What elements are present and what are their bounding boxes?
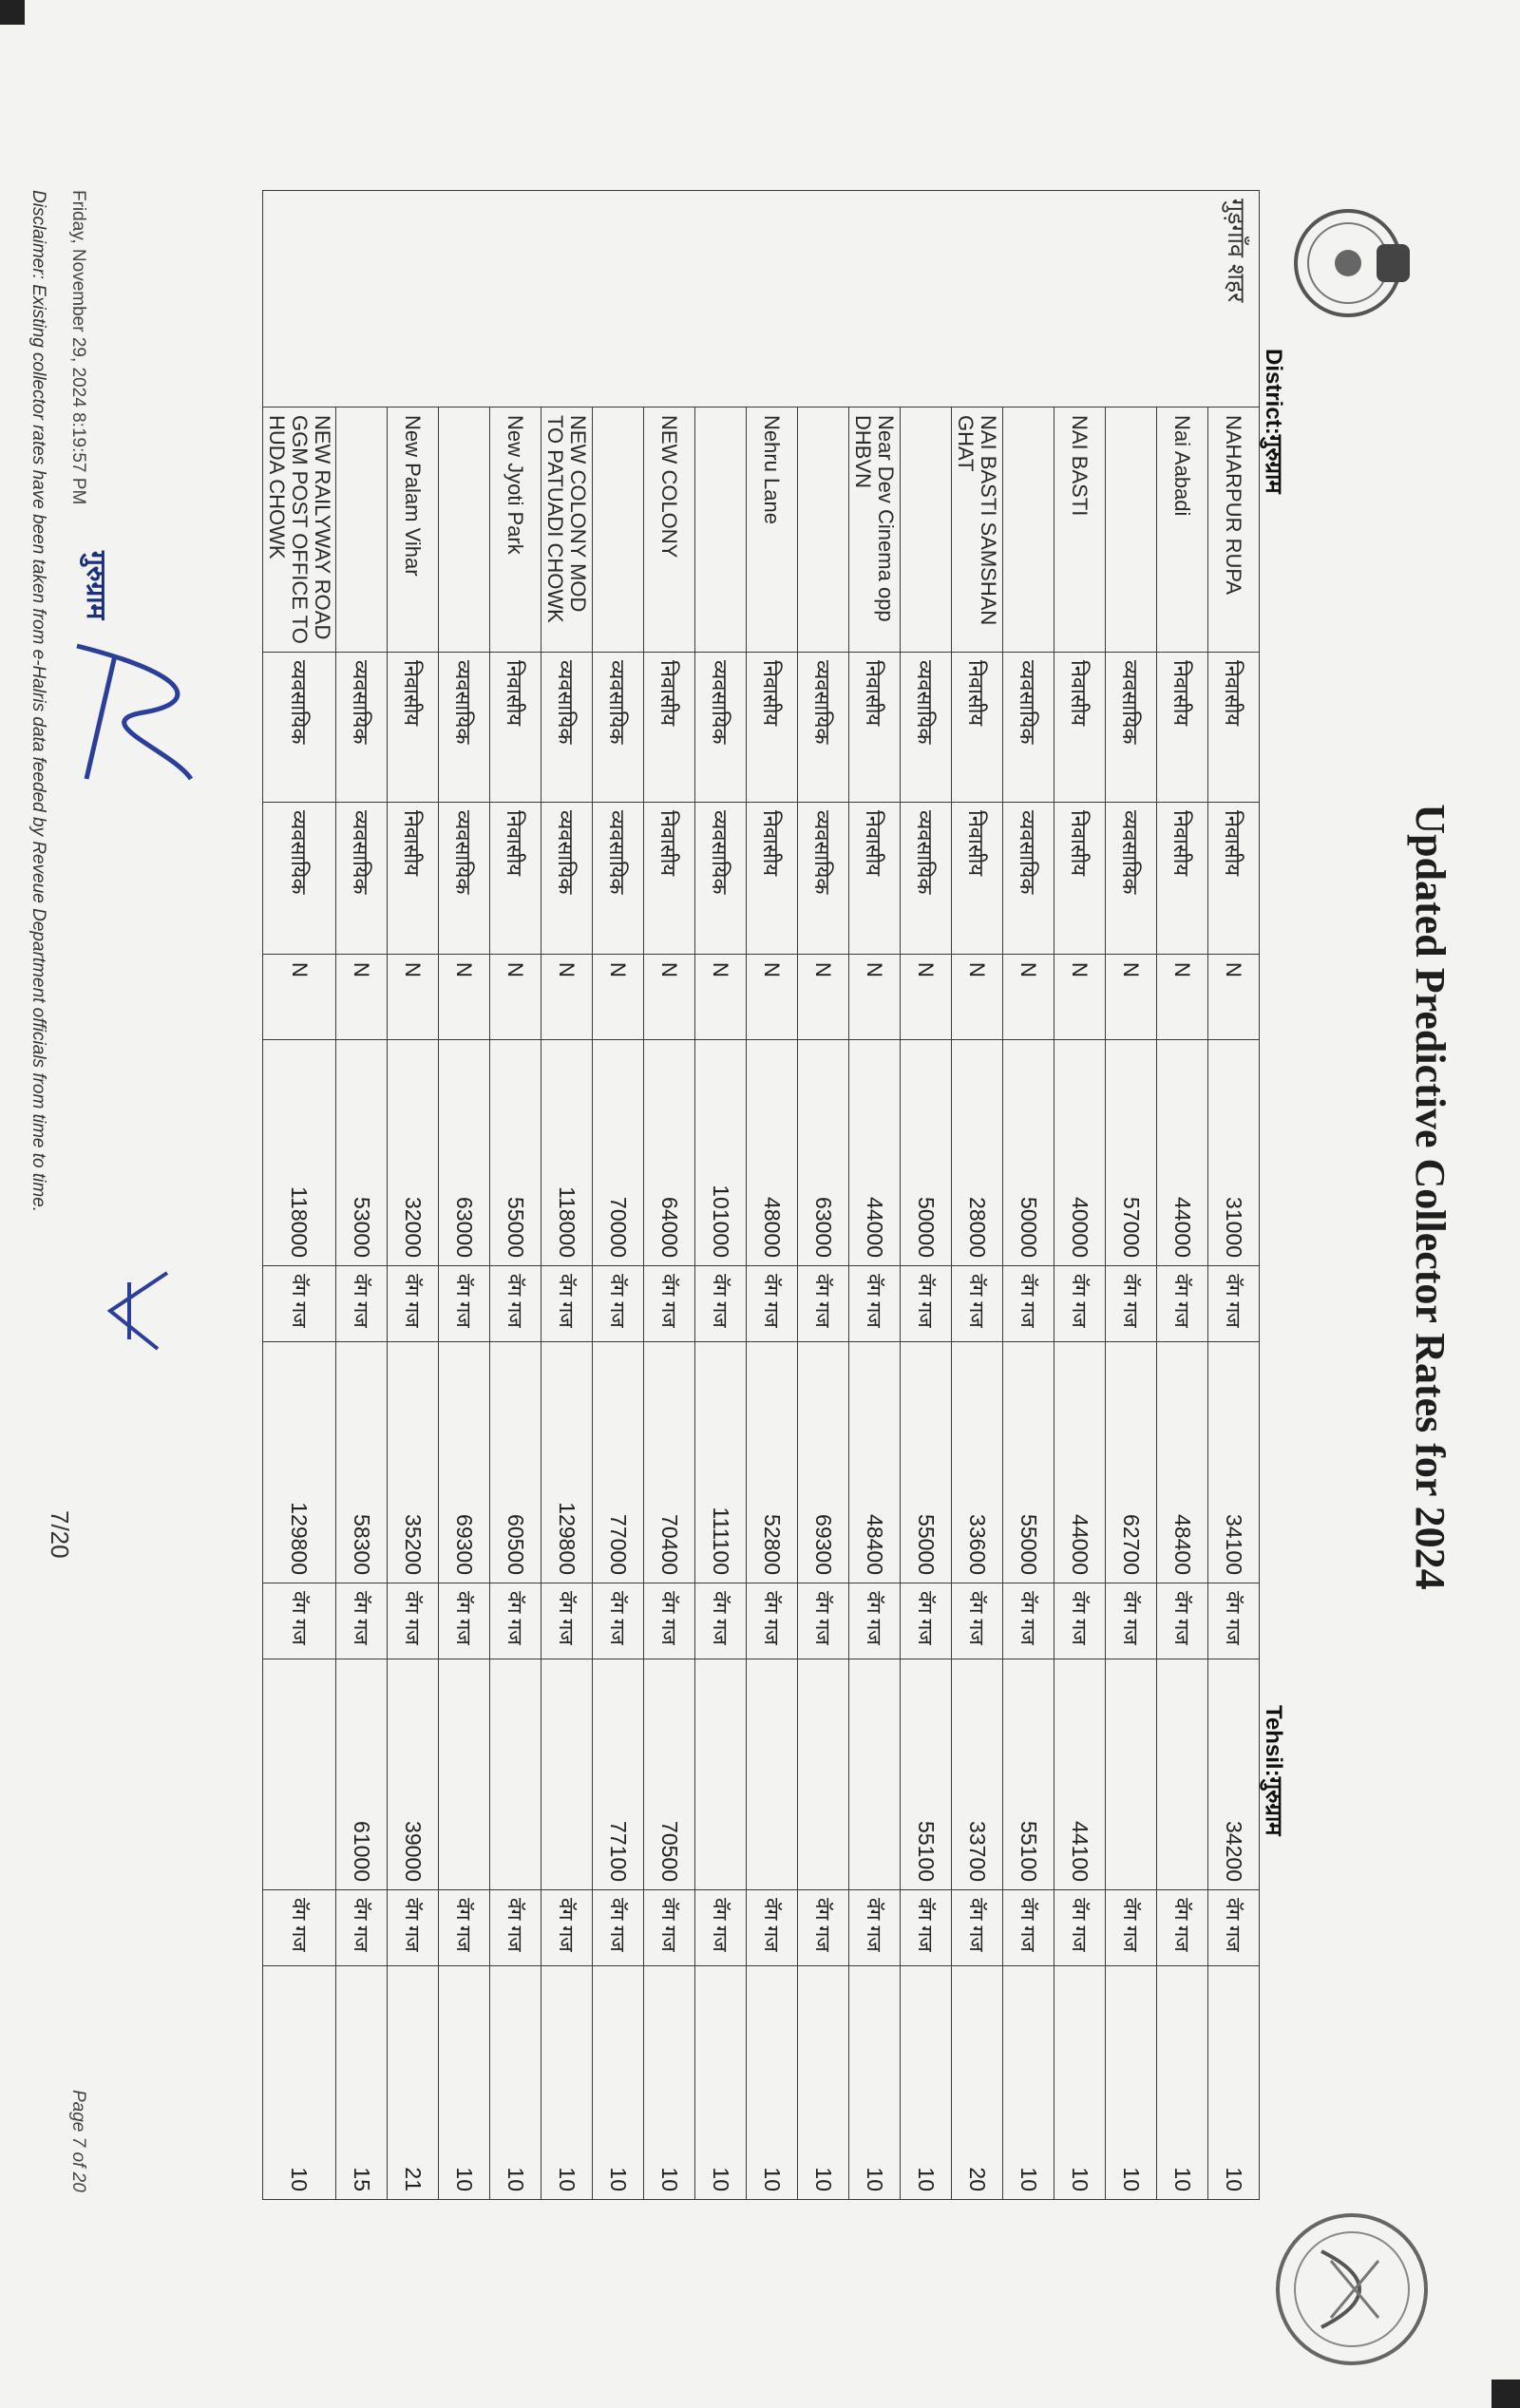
land-use-cell: व्यवसायिक xyxy=(695,653,747,803)
unit-cell: वॅग गज xyxy=(952,1583,1003,1659)
rate-2023-cell: 31000 xyxy=(1208,1040,1260,1266)
location-cell: New Jyoti Park xyxy=(490,408,542,653)
land-use-type-cell: व्यवसायिक xyxy=(263,803,336,955)
land-use-type-cell: निवासीय xyxy=(747,803,798,955)
flag-cell: N xyxy=(263,955,336,1040)
rate-proposed-cell: 61000 xyxy=(336,1659,388,1890)
table-row xyxy=(336,191,388,2200)
rate-proposed-cell xyxy=(798,1659,849,1890)
percent-cell: 20 xyxy=(952,1966,1003,2200)
unit-cell: वॅग गज xyxy=(952,1890,1003,1966)
land-use-cell: निवासीय xyxy=(952,653,1003,803)
flag-cell: N xyxy=(1208,955,1260,1040)
unit-cell: वॅग गज xyxy=(695,1583,747,1659)
land-use-type-cell: निवासीय xyxy=(952,803,1003,955)
unit-cell: वॅग गज xyxy=(1208,1583,1260,1659)
location-cell: NEW COLONY MOD TO PATUADI CHOWK xyxy=(542,408,593,653)
land-use-cell: व्यवसायिक xyxy=(336,653,388,803)
scan-edge-mark xyxy=(1492,2380,1520,2408)
signature-icon xyxy=(39,617,229,807)
percent-cell: 10 xyxy=(1106,1966,1157,2200)
percent-cell: 10 xyxy=(490,1966,542,2200)
unit-cell: वॅग गज xyxy=(1054,1266,1106,1342)
land-use-type-cell: निवासीय xyxy=(1157,803,1208,955)
rate-proposed-cell xyxy=(747,1659,798,1890)
land-use-cell: व्यवसायिक xyxy=(593,653,644,803)
land-use-cell: निवासीय xyxy=(1054,653,1106,803)
percent-cell: 10 xyxy=(439,1966,490,2200)
initials-icon xyxy=(91,1254,186,1368)
unit-cell: वॅग गज xyxy=(1054,1583,1106,1659)
rate-2024-cell: 44000 xyxy=(1054,1342,1106,1583)
unit-cell: वॅग गज xyxy=(1003,1583,1054,1659)
percent-cell: 10 xyxy=(1157,1966,1208,2200)
rate-2023-cell: 50000 xyxy=(1003,1040,1054,1266)
percent-cell: 10 xyxy=(849,1966,901,2200)
unit-cell: वॅग गज xyxy=(439,1583,490,1659)
rate-2023-cell: 28000 xyxy=(952,1040,1003,1266)
rate-2024-cell: 60500 xyxy=(490,1342,542,1583)
rate-2024-cell: 34100 xyxy=(1208,1342,1260,1583)
percent-cell: 10 xyxy=(1054,1966,1106,2200)
land-use-cell: व्यवसायिक xyxy=(263,653,336,803)
flag-cell: N xyxy=(1003,955,1054,1040)
unit-cell: वॅग गज xyxy=(849,1266,901,1342)
unit-cell: वॅग गज xyxy=(747,1266,798,1342)
unit-cell: वॅग गज xyxy=(849,1583,901,1659)
unit-cell: वॅग गज xyxy=(1003,1266,1054,1342)
location-cell xyxy=(439,408,490,653)
rate-2023-cell: 44000 xyxy=(849,1040,901,1266)
rate-2023-cell: 48000 xyxy=(747,1040,798,1266)
unit-cell: वॅग गज xyxy=(1208,1266,1260,1342)
land-use-type-cell: व्यवसायिक xyxy=(1003,803,1054,955)
flag-cell: N xyxy=(747,955,798,1040)
table-row xyxy=(263,191,336,2200)
unit-cell: वॅग गज xyxy=(336,1890,388,1966)
location-cell xyxy=(901,408,952,653)
location-cell xyxy=(1003,408,1054,653)
table-row xyxy=(490,191,542,2200)
unit-cell: वॅग गज xyxy=(336,1266,388,1342)
rate-2024-cell: 69300 xyxy=(439,1342,490,1583)
table-row xyxy=(695,191,747,2200)
page-title: Updated Predictive Collector Rates for 2024 xyxy=(1407,804,1454,1590)
unit-cell: वॅग गज xyxy=(263,1266,336,1342)
rate-2024-cell: 48400 xyxy=(849,1342,901,1583)
rate-2024-cell: 35200 xyxy=(388,1342,439,1583)
unit-cell: वॅग गज xyxy=(644,1890,695,1966)
land-use-type-cell: निवासीय xyxy=(490,803,542,955)
unit-cell: वॅग गज xyxy=(593,1890,644,1966)
unit-cell: वॅग गज xyxy=(901,1583,952,1659)
flag-cell: N xyxy=(1054,955,1106,1040)
percent-cell: 10 xyxy=(1208,1966,1260,2200)
rate-proposed-cell xyxy=(1157,1659,1208,1890)
unit-cell: वॅग गज xyxy=(593,1266,644,1342)
land-use-type-cell: व्यवसायिक xyxy=(439,803,490,955)
rate-2023-cell: 55000 xyxy=(490,1040,542,1266)
flag-cell: N xyxy=(849,955,901,1040)
unit-cell: वॅग गज xyxy=(336,1583,388,1659)
rate-2023-cell: 57000 xyxy=(1106,1040,1157,1266)
unit-cell: वॅग गज xyxy=(1106,1583,1157,1659)
rate-2023-cell: 40000 xyxy=(1054,1040,1106,1266)
land-use-type-cell: निवासीय xyxy=(849,803,901,955)
land-use-cell: व्यवसायिक xyxy=(798,653,849,803)
location-cell xyxy=(695,408,747,653)
land-use-type-cell: व्यवसायिक xyxy=(1106,803,1157,955)
unit-cell: वॅग गज xyxy=(695,1266,747,1342)
rate-2023-cell: 50000 xyxy=(901,1040,952,1266)
unit-cell: वॅग गज xyxy=(388,1583,439,1659)
rate-2024-cell: 58300 xyxy=(336,1342,388,1583)
land-use-cell: निवासीय xyxy=(388,653,439,803)
rate-2024-cell: 33600 xyxy=(952,1342,1003,1583)
flag-cell: N xyxy=(388,955,439,1040)
location-cell xyxy=(1106,408,1157,653)
land-use-cell: व्यवसायिक xyxy=(439,653,490,803)
unit-cell: वॅग गज xyxy=(952,1266,1003,1342)
location-cell xyxy=(336,408,388,653)
rate-proposed-cell xyxy=(439,1659,490,1890)
footer-disclaimer: Disclaimer: Existing collector rates have been taken from e-Halris data feeded by Reveue Department officials from time to time. xyxy=(28,190,48,1213)
unit-cell: वॅग गज xyxy=(747,1583,798,1659)
land-use-cell: व्यवसायिक xyxy=(1106,653,1157,803)
percent-cell: 10 xyxy=(263,1966,336,2200)
flag-cell: N xyxy=(336,955,388,1040)
percent-cell: 10 xyxy=(798,1966,849,2200)
land-use-cell: निवासीय xyxy=(1208,653,1260,803)
land-use-type-cell: व्यवसायिक xyxy=(798,803,849,955)
flag-cell: N xyxy=(798,955,849,1040)
rate-2023-cell: 53000 xyxy=(336,1040,388,1266)
footer-page-number: Page 7 of 20 xyxy=(68,2090,88,2192)
table-row xyxy=(747,191,798,2200)
area-cell: गुड़गाँव शहर xyxy=(263,191,1260,408)
unit-cell: वॅग गज xyxy=(695,1890,747,1966)
rate-2023-cell: 44000 xyxy=(1157,1040,1208,1266)
flag-cell: N xyxy=(439,955,490,1040)
percent-cell: 10 xyxy=(644,1966,695,2200)
flag-cell: N xyxy=(644,955,695,1040)
unit-cell: वॅग गज xyxy=(1157,1266,1208,1342)
rotated-document-page xyxy=(6,19,1507,2375)
unit-cell: वॅग गज xyxy=(1054,1890,1106,1966)
location-cell: New Palam Vihar xyxy=(388,408,439,653)
rate-2024-cell: 55000 xyxy=(1003,1342,1054,1583)
table-row xyxy=(439,191,490,2200)
rate-2023-cell: 101000 xyxy=(695,1040,747,1266)
unit-cell: वॅग गज xyxy=(439,1890,490,1966)
flag-cell: N xyxy=(1157,955,1208,1040)
flag-cell: N xyxy=(490,955,542,1040)
percent-cell: 15 xyxy=(336,1966,388,2200)
rate-2023-cell: 32000 xyxy=(388,1040,439,1266)
percent-cell: 21 xyxy=(388,1966,439,2200)
rate-proposed-cell: 55100 xyxy=(901,1659,952,1890)
land-use-type-cell: निवासीय xyxy=(1054,803,1106,955)
unit-cell: वॅग गज xyxy=(490,1583,542,1659)
state-emblem-icon xyxy=(1286,201,1419,325)
unit-cell: वॅग गज xyxy=(1003,1890,1054,1966)
rate-2024-cell: 129800 xyxy=(263,1342,336,1583)
unit-cell: वॅग गज xyxy=(747,1890,798,1966)
land-use-cell: व्यवसायिक xyxy=(901,653,952,803)
unit-cell: वॅग गज xyxy=(1106,1266,1157,1342)
table-row xyxy=(1054,191,1106,2200)
rate-proposed-cell xyxy=(490,1659,542,1890)
unit-cell: वॅग गज xyxy=(542,1583,593,1659)
rate-proposed-cell xyxy=(849,1659,901,1890)
unit-cell: वॅग गज xyxy=(1208,1890,1260,1966)
land-use-cell: व्यवसायिक xyxy=(1003,653,1054,803)
table-row xyxy=(798,191,849,2200)
land-use-type-cell: व्यवसायिक xyxy=(901,803,952,955)
location-cell xyxy=(798,408,849,653)
percent-cell: 10 xyxy=(695,1966,747,2200)
office-stamp: गुरुग्राम xyxy=(82,551,111,620)
unit-cell: वॅग गज xyxy=(542,1890,593,1966)
land-use-type-cell: निवासीय xyxy=(388,803,439,955)
location-cell: NEW COLONY xyxy=(644,408,695,653)
rate-proposed-cell: 77100 xyxy=(593,1659,644,1890)
rate-2024-cell: 77000 xyxy=(593,1342,644,1583)
rate-2023-cell: 64000 xyxy=(644,1040,695,1266)
land-use-type-cell: व्यवसायिक xyxy=(695,803,747,955)
district-label: District:गुरुग्राम xyxy=(1261,349,1286,494)
unit-cell: वॅग गज xyxy=(644,1266,695,1342)
land-use-cell: निवासीय xyxy=(644,653,695,803)
table-row xyxy=(1208,191,1260,2200)
land-use-type-cell: व्यवसायिक xyxy=(336,803,388,955)
land-use-type-cell: व्यवसायिक xyxy=(593,803,644,955)
rate-2024-cell: 111100 xyxy=(695,1342,747,1583)
land-use-cell: निवासीय xyxy=(747,653,798,803)
unit-cell: वॅग गज xyxy=(490,1266,542,1342)
unit-cell: वॅग गज xyxy=(644,1583,695,1659)
unit-cell: वॅग गज xyxy=(901,1890,952,1966)
rate-proposed-cell xyxy=(695,1659,747,1890)
location-cell: NEW RAILYWAY ROAD GGM POST OFFICE TO HUDA CHOWK xyxy=(263,408,336,653)
location-cell xyxy=(593,408,644,653)
unit-cell: वॅग गज xyxy=(542,1266,593,1342)
land-use-cell: निवासीय xyxy=(1157,653,1208,803)
rate-2023-cell: 118000 xyxy=(542,1040,593,1266)
rate-2024-cell: 48400 xyxy=(1157,1342,1208,1583)
flag-cell: N xyxy=(542,955,593,1040)
percent-cell: 10 xyxy=(542,1966,593,2200)
unit-cell: वॅग गज xyxy=(388,1890,439,1966)
unit-cell: वॅग गज xyxy=(1157,1890,1208,1966)
land-use-cell: व्यवसायिक xyxy=(542,653,593,803)
table-row xyxy=(542,191,593,2200)
rate-2023-cell: 63000 xyxy=(439,1040,490,1266)
handwritten-page-number: 7/20 xyxy=(46,1510,74,1559)
rate-proposed-cell xyxy=(1106,1659,1157,1890)
unit-cell: वॅग गज xyxy=(798,1890,849,1966)
rate-proposed-cell: 33700 xyxy=(952,1659,1003,1890)
unit-cell: वॅग गज xyxy=(798,1266,849,1342)
location-cell: Nehru Lane xyxy=(747,408,798,653)
rate-proposed-cell: 44100 xyxy=(1054,1659,1106,1890)
land-use-type-cell: निवासीय xyxy=(644,803,695,955)
unit-cell: वॅग गज xyxy=(439,1266,490,1342)
rate-2023-cell: 118000 xyxy=(263,1040,336,1266)
percent-cell: 10 xyxy=(747,1966,798,2200)
flag-cell: N xyxy=(952,955,1003,1040)
unit-cell: वॅग गज xyxy=(901,1266,952,1342)
table-row xyxy=(901,191,952,2200)
flag-cell: N xyxy=(593,955,644,1040)
table-row xyxy=(1106,191,1157,2200)
rate-proposed-cell xyxy=(263,1659,336,1890)
land-use-cell: निवासीय xyxy=(849,653,901,803)
flag-cell: N xyxy=(695,955,747,1040)
tehsil-label: Tehsil:गुरुग्राम xyxy=(1261,1705,1286,1836)
rate-2023-cell: 70000 xyxy=(593,1040,644,1266)
unit-cell: वॅग गज xyxy=(798,1583,849,1659)
rate-2024-cell: 62700 xyxy=(1106,1342,1157,1583)
rate-proposed-cell xyxy=(542,1659,593,1890)
land-use-type-cell: व्यवसायिक xyxy=(542,803,593,955)
table-row xyxy=(952,191,1003,2200)
flag-cell: N xyxy=(1106,955,1157,1040)
collector-rates-table xyxy=(262,190,1260,2200)
flag-cell: N xyxy=(901,955,952,1040)
unit-cell: वॅग गज xyxy=(1106,1890,1157,1966)
table-row xyxy=(593,191,644,2200)
rate-2024-cell: 129800 xyxy=(542,1342,593,1583)
table-row xyxy=(1003,191,1054,2200)
unit-cell: वॅग गज xyxy=(1157,1583,1208,1659)
unit-cell: वॅग गज xyxy=(593,1583,644,1659)
unit-cell: वॅग गज xyxy=(490,1890,542,1966)
location-cell: NAI BASTI xyxy=(1054,408,1106,653)
land-use-cell: निवासीय xyxy=(490,653,542,803)
location-cell: NAI BASTI SAMSHAN GHAT xyxy=(952,408,1003,653)
table-row xyxy=(849,191,901,2200)
location-cell: NAHARPUR RUPA xyxy=(1208,408,1260,653)
rate-2023-cell: 63000 xyxy=(798,1040,849,1266)
department-seal-icon xyxy=(1269,2204,1435,2375)
rate-proposed-cell: 70500 xyxy=(644,1659,695,1890)
table-row xyxy=(1157,191,1208,2200)
rate-proposed-cell: 55100 xyxy=(1003,1659,1054,1890)
unit-cell: वॅग गज xyxy=(263,1583,336,1659)
percent-cell: 10 xyxy=(593,1966,644,2200)
rate-proposed-cell: 34200 xyxy=(1208,1659,1260,1890)
footer-datetime: Friday, November 29, 2024 8:19:57 PM xyxy=(68,190,88,505)
table-row xyxy=(644,191,695,2200)
rate-2024-cell: 55000 xyxy=(901,1342,952,1583)
unit-cell: वॅग गज xyxy=(263,1890,336,1966)
unit-cell: वॅग गज xyxy=(849,1890,901,1966)
percent-cell: 10 xyxy=(1003,1966,1054,2200)
rate-proposed-cell: 39000 xyxy=(388,1659,439,1890)
location-cell: Nai Aabadi xyxy=(1157,408,1208,653)
location-cell: Near Dev Cinema opp DHBVN xyxy=(849,408,901,653)
rate-2024-cell: 69300 xyxy=(798,1342,849,1583)
rate-2024-cell: 70400 xyxy=(644,1342,695,1583)
unit-cell: वॅग गज xyxy=(388,1266,439,1342)
land-use-type-cell: निवासीय xyxy=(1208,803,1260,955)
rate-2024-cell: 52800 xyxy=(747,1342,798,1583)
table-row xyxy=(388,191,439,2200)
percent-cell: 10 xyxy=(901,1966,952,2200)
